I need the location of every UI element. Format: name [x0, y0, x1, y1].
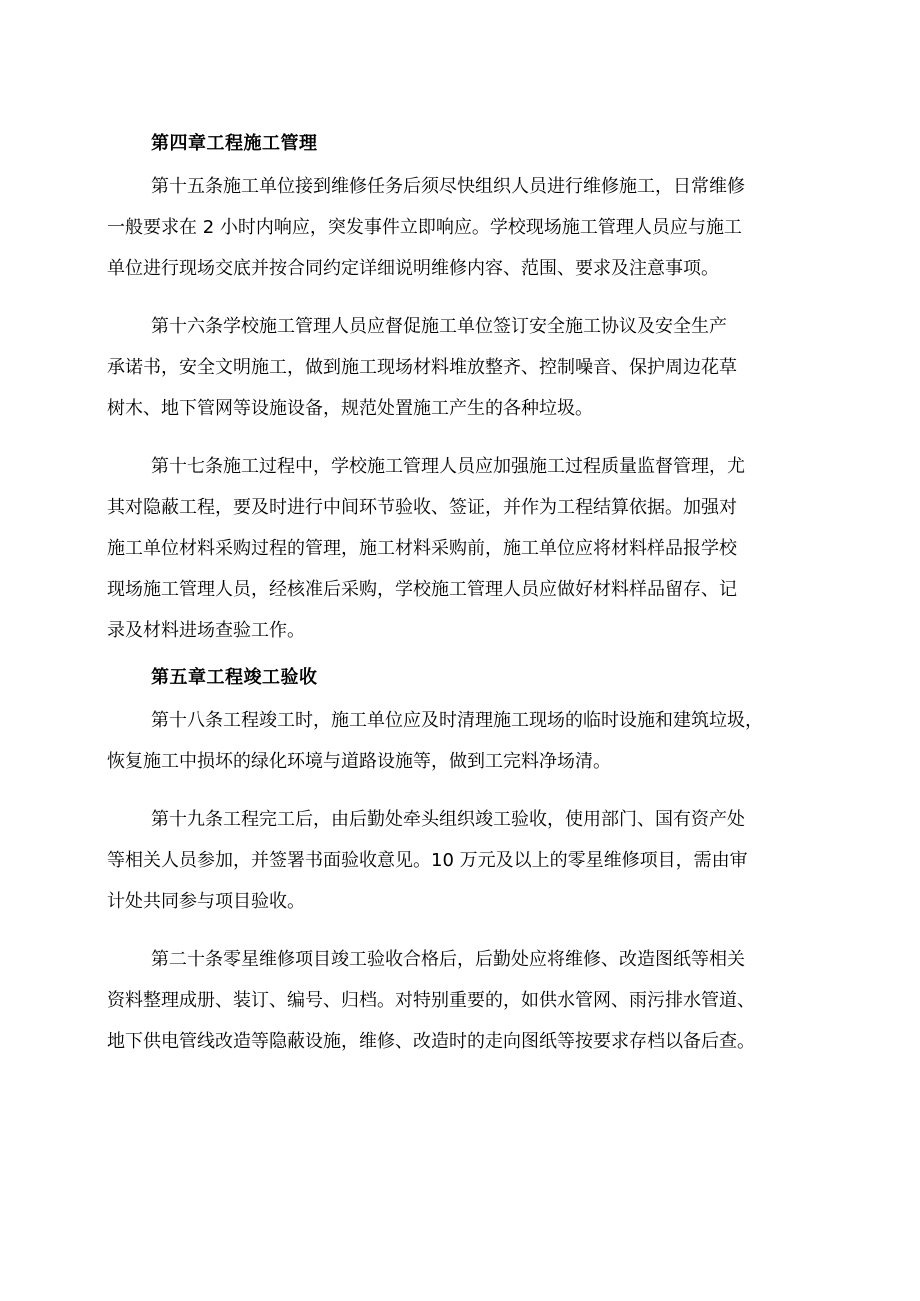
article-20-line-1: 第二十条零星维修项目竣工验收合格后，后勤处应将维修、改造图纸等相关 [151, 949, 745, 970]
article-20 [107, 939, 817, 1062]
article-19 [107, 799, 817, 922]
article-19-line-1: 第十九条工程完工后，由后勤处牵头组织竣工验收，使用部门、国有资产处 [151, 809, 745, 830]
article-15-line-1: 第十五条施工单位接到维修任务后须尽快组织人员进行维修施工，日常维修 [151, 176, 745, 197]
article-15-line-3: 单位进行现场交底并按合同约定详细说明维修内容、范围、要求及注意事项。 [107, 258, 719, 279]
article-17-line-5: 录及材料进场查验工作。 [107, 620, 305, 641]
document-body [107, 123, 817, 1062]
paragraph-gap [107, 782, 817, 799]
article-15-line-2: 一般要求在 2 小时内响应，突发事件立即响应。学校现场施工管理人员应与施工 [107, 217, 742, 238]
article-16-line-3: 树木、地下管网等设施设备，规范处置施工产生的各种垃圾。 [107, 398, 593, 419]
article-19-line-3: 计处共同参与项目验收。 [107, 891, 305, 912]
chapter-5-title: 第五章工程竣工验收 [151, 667, 318, 688]
article-17-line-4: 现场施工管理人员，经核准后采购，学校施工管理人员应做好材料样品留存、记 [107, 579, 737, 600]
article-15 [107, 166, 817, 289]
article-20-line-2: 资料整理成册、装订、编号、归档。对特别重要的，如供水管网、雨污排水管道、 [107, 990, 755, 1011]
paragraph-gap [107, 429, 817, 446]
article-18-line-1: 第十八条工程竣工时，施工单位应及时清理施工现场的临时设施和建筑垃圾， [151, 710, 763, 731]
article-19-line-2: 等相关人员参加，并签署书面验收意见。10 万元及以上的零星维修项目，需由审 [107, 850, 748, 871]
article-16-line-1: 第十六条学校施工管理人员应督促施工单位签订安全施工协议及安全生产 [151, 316, 727, 337]
paragraph-gap [107, 922, 817, 939]
article-18 [107, 700, 817, 782]
article-16-line-2: 承诺书，安全文明施工，做到施工现场材料堆放整齐、控制噪音、保护周边花草 [107, 357, 737, 378]
article-20-line-3: 地下供电管线改造等隐蔽设施，维修、改造时的走向图纸等按要求存档以备后查。 [107, 1031, 755, 1052]
article-18-line-2: 恢复施工中损坏的绿化环境与道路设施等，做到工完料净场清。 [107, 751, 611, 772]
article-17-line-3: 施工单位材料采购过程的管理，施工材料采购前，施工单位应将材料样品报学校 [107, 538, 737, 559]
article-17-line-1: 第十七条施工过程中，学校施工管理人员应加强施工过程质量监督管理，尤 [151, 456, 745, 477]
chapter-4-title: 第四章工程施工管理 [151, 133, 318, 154]
article-17-line-2: 其对隐蔽工程，要及时进行中间环节验收、签证，并作为工程结算依据。加强对 [107, 497, 737, 518]
paragraph-gap [107, 289, 817, 306]
article-16 [107, 306, 817, 429]
article-17 [107, 446, 817, 651]
